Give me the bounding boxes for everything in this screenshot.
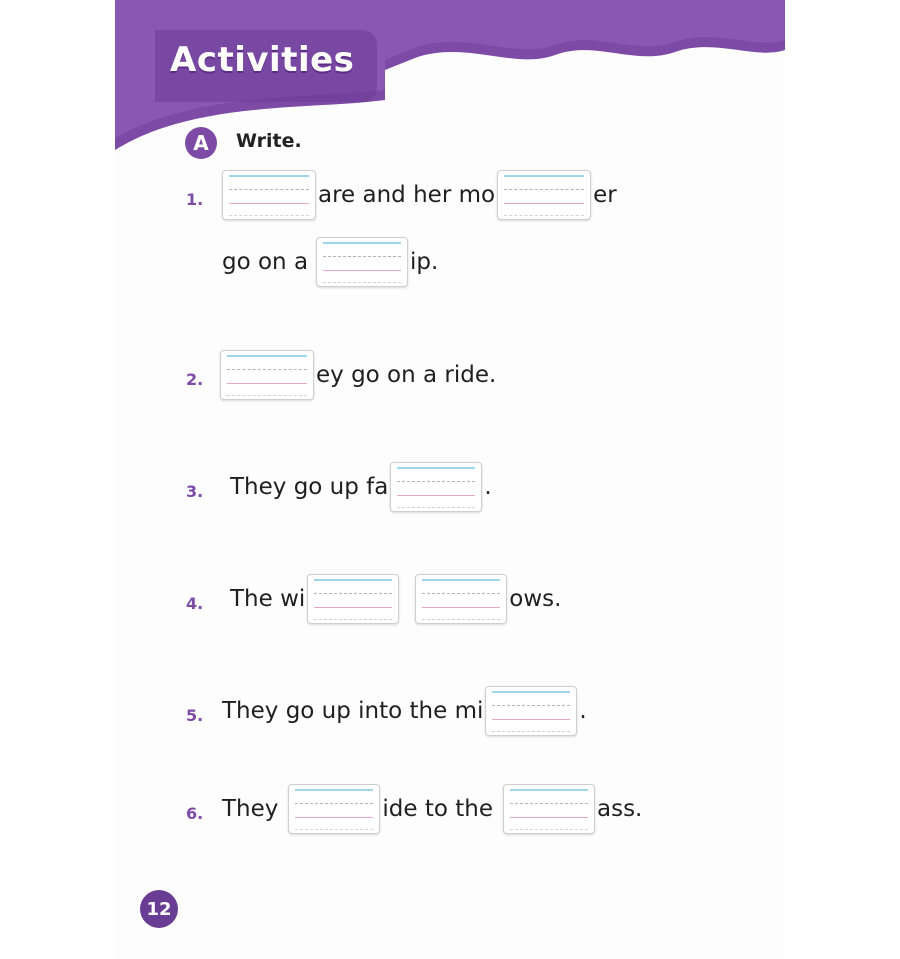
item-1-line-b <box>222 237 438 287</box>
sentence-text: ey go on a ride. <box>316 362 497 388</box>
sentence-text: go on a <box>222 249 309 275</box>
sentence-text: er <box>593 182 617 208</box>
sentence-text: ip. <box>410 249 439 275</box>
sentence-text: ows. <box>509 586 562 612</box>
answer-blank[interactable] <box>288 784 380 834</box>
sentence-text: . <box>579 698 587 724</box>
item-3-line <box>230 462 492 512</box>
item-number: 4. <box>186 594 204 613</box>
sentence-text: ide to the <box>382 796 493 822</box>
item-number: 1. <box>186 190 204 209</box>
item-number: 6. <box>186 804 204 823</box>
item-number: 2. <box>186 370 204 389</box>
sentence-text: are and her mo <box>318 182 496 208</box>
page-number: 12 <box>140 890 178 928</box>
item-number: 5. <box>186 706 204 725</box>
item-4-line <box>230 574 561 624</box>
item-1-line-a <box>220 170 617 220</box>
answer-blank[interactable] <box>503 784 595 834</box>
item-6-line <box>222 784 642 834</box>
answer-blank[interactable] <box>497 170 591 220</box>
answer-blank[interactable] <box>316 237 408 287</box>
sentence-text: . <box>484 474 492 500</box>
sentence-text: They go up into the mi <box>222 698 484 724</box>
item-5-line <box>222 686 587 736</box>
sentence-text: They <box>222 796 279 822</box>
sentence-text: The wi <box>230 586 306 612</box>
item-2-line <box>218 350 496 400</box>
answer-blank[interactable] <box>220 350 314 400</box>
answer-blank[interactable] <box>485 686 577 736</box>
page-title: Activities <box>170 40 355 80</box>
section-instruction: Write. <box>236 130 302 152</box>
item-number: 3. <box>186 482 204 501</box>
sentence-text: They go up fa <box>230 474 389 500</box>
sentence-text: ass. <box>597 796 643 822</box>
answer-blank[interactable] <box>390 462 482 512</box>
answer-blank[interactable] <box>222 170 316 220</box>
answer-blank[interactable] <box>415 574 507 624</box>
section-badge: A <box>185 127 217 159</box>
answer-blank[interactable] <box>307 574 399 624</box>
